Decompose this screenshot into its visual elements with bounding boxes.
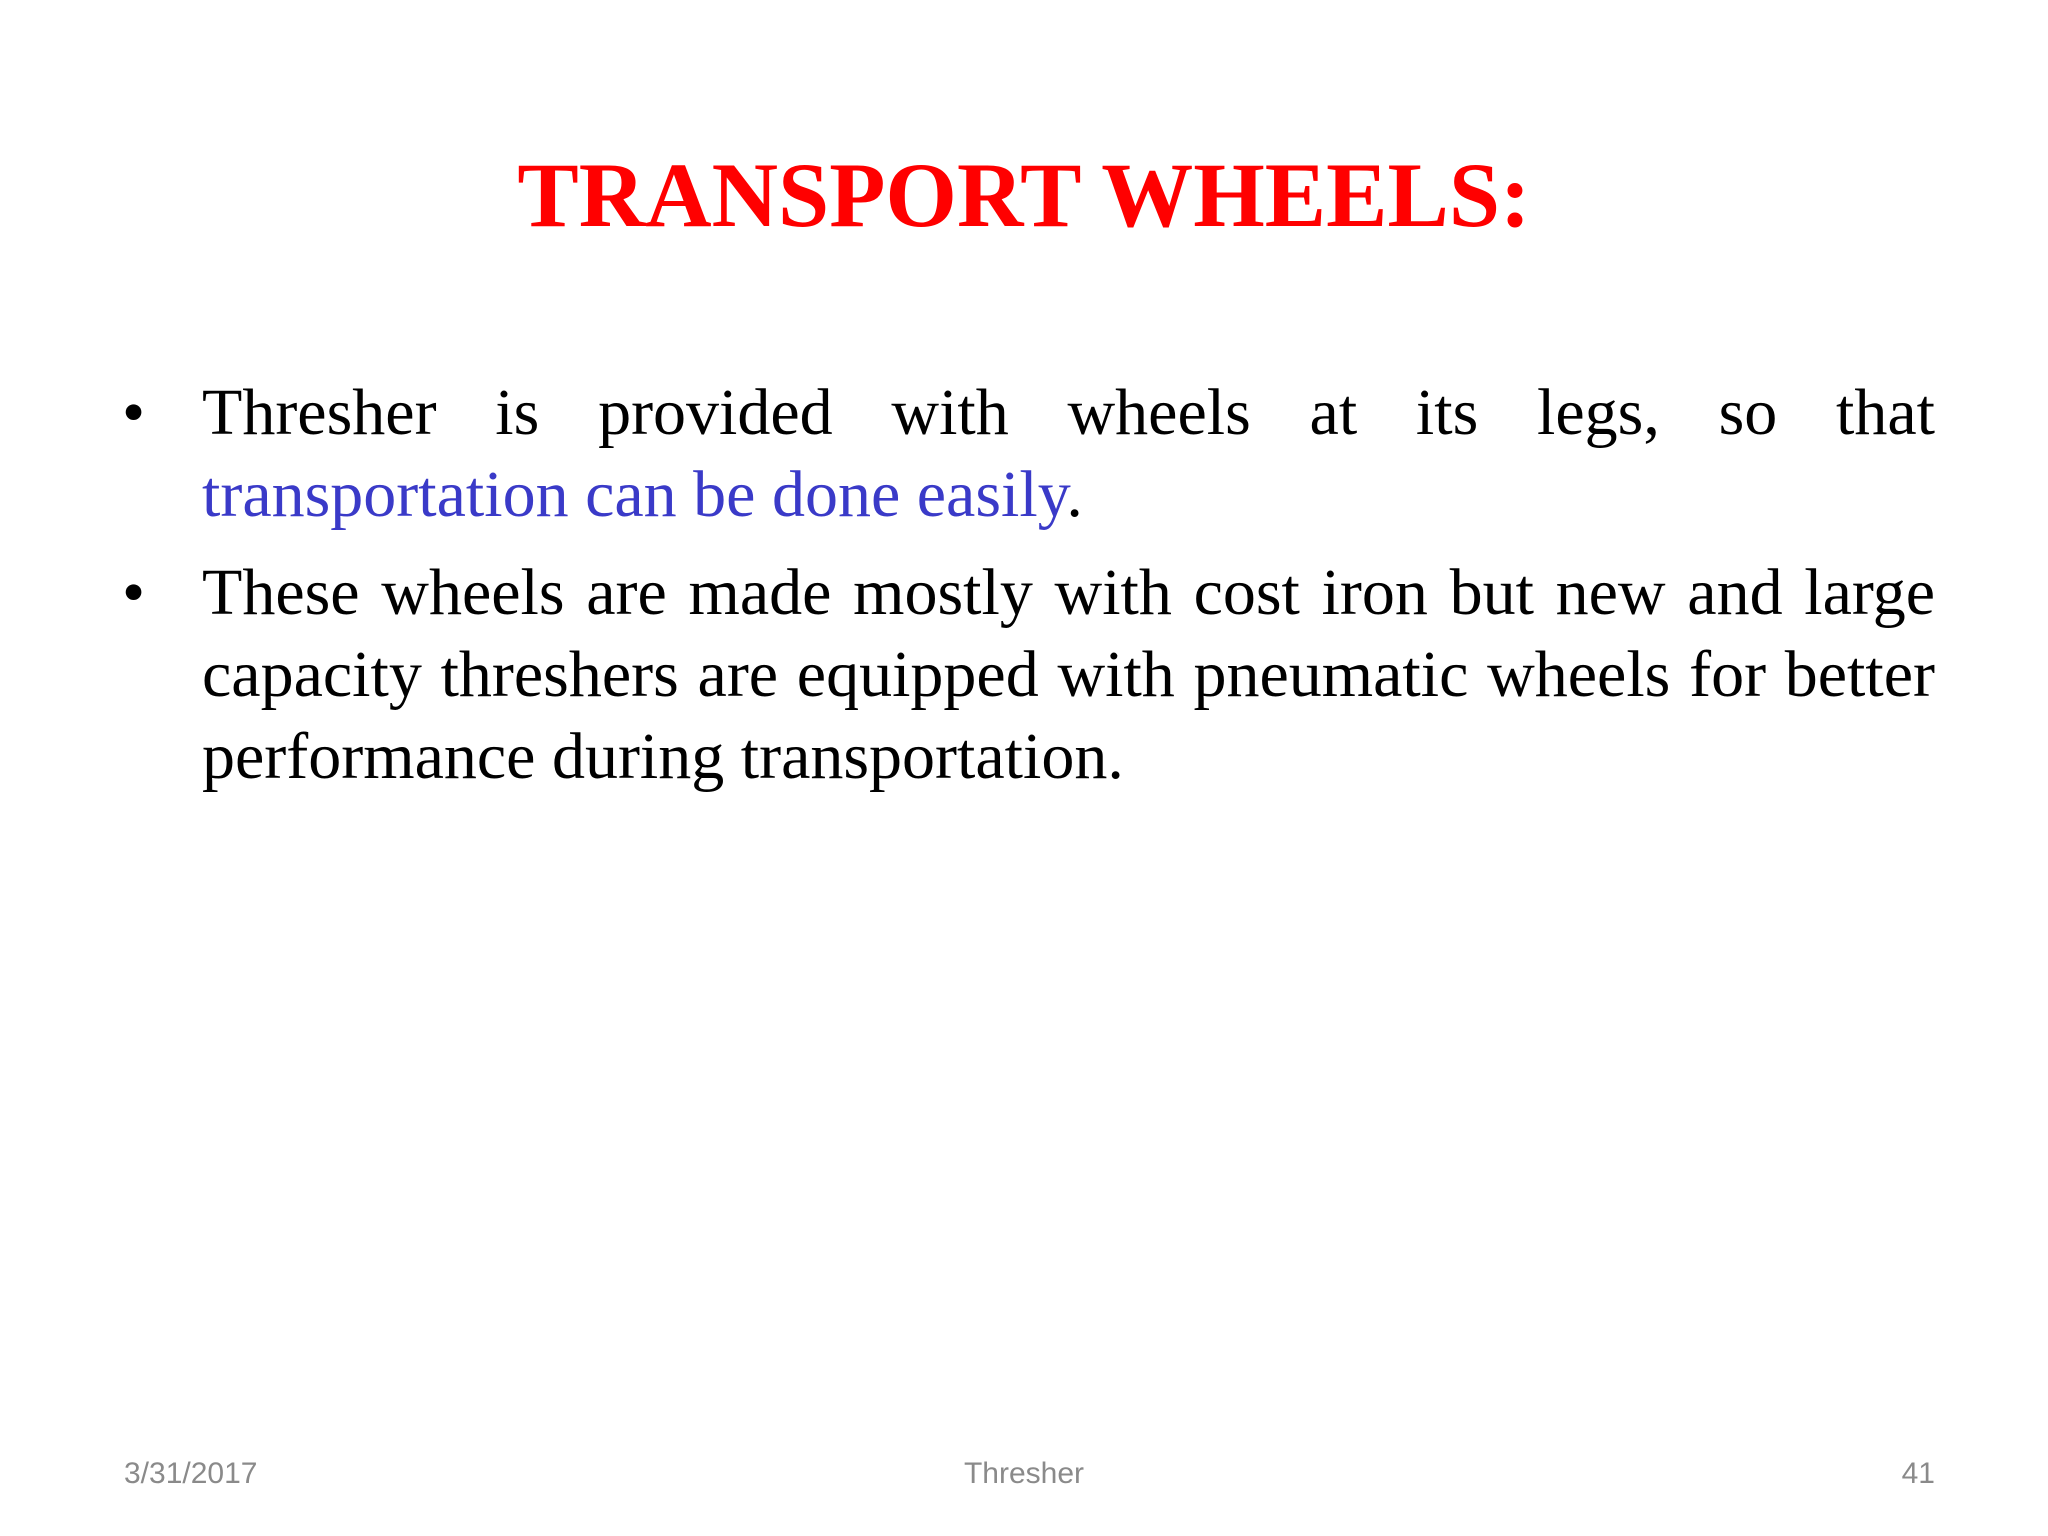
bullet-text-end: . [1066, 458, 1083, 531]
footer-page-number: 41 [1901, 1457, 1935, 1490]
footer-date: 3/31/2017 [124, 1457, 258, 1490]
bullet-list [120, 372, 1935, 814]
bullet-text: These wheels are made mostly with cost iron but new and large capacity threshers are equipped with pneumatic wheels for better performance during transportation. [202, 556, 1935, 793]
bullet-marker: • [122, 376, 146, 449]
slide-title: TRANSPORT WHEELS: [517, 144, 1531, 246]
bullet-marker: • [122, 556, 146, 629]
bullet-item [120, 372, 1935, 536]
bullet-highlight-text: transportation can be done easily [202, 458, 1067, 531]
footer-title: Thresher [963, 1457, 1085, 1490]
bullet-item [120, 552, 1935, 798]
bullet-text: Thresher is provided with wheels at its legs, so that [202, 376, 1935, 449]
